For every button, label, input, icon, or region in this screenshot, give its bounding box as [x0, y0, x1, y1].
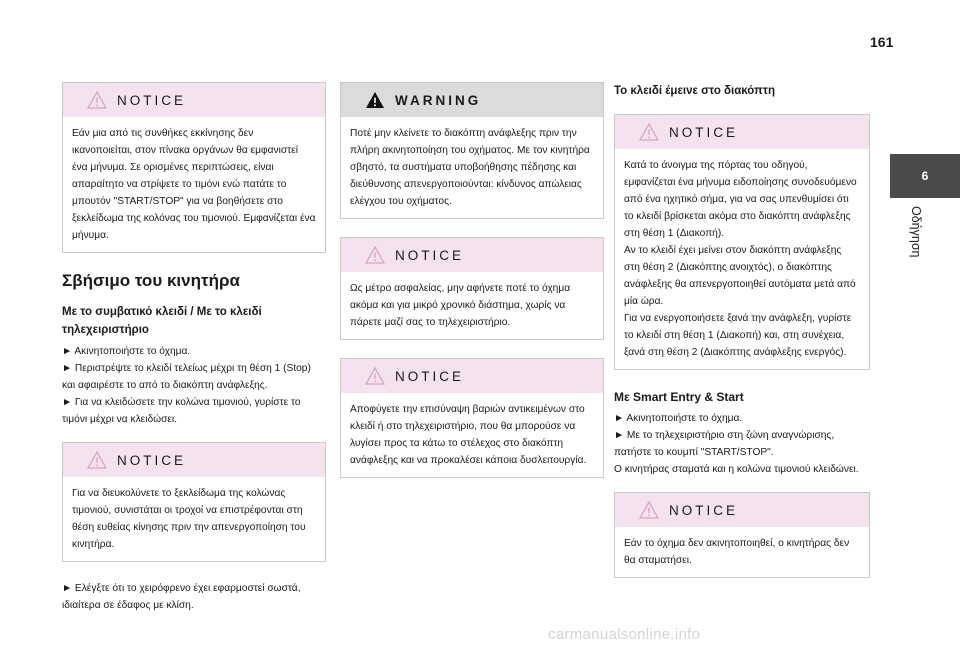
- warning-text: Ποτέ μην κλείνετε το διακόπτη ανάφλεξης πριν την πλήρη ακινητοποίηση του οχήματος. Με τον κινητήρα σβηστό, τα συστήματα υποβοήθησης πέδησης και διεύθυνσης απενεργοποιούνται: κίνδυνος απώλειας ελέγχου του οχήματος.: [350, 128, 590, 207]
- notice-paragraph: Κατά το άνοιγμα της πόρτας του οδηγού, εμφανίζεται ένα μήνυμα ειδοποίησης συνοδευόμενο από ένα ηχητικό σήμα, για να σας υπενθυμίσει ότι το κλειδί βρίσκεται ακόμα στο διακόπτη ανάφλεξης στη θέση 1 (Διακοπή).: [624, 160, 857, 239]
- notice-title: NOTICE: [395, 368, 465, 384]
- notice-triangle-icon: [639, 501, 659, 519]
- notice-triangle-icon: [87, 91, 107, 109]
- watermark: carmanualsonline.info: [548, 626, 701, 643]
- notice-box: [62, 442, 326, 562]
- notice-title: NOTICE: [117, 452, 187, 468]
- notice-text: [615, 149, 869, 369]
- notice-title: NOTICE: [395, 247, 465, 263]
- closing-step: ► Ελέγξτε ότι το χειρόφρενο έχει εφαρμοστεί σωστά, ιδιαίτερα σε έδαφος με κλίση.: [62, 583, 301, 611]
- steps-list: [614, 410, 870, 478]
- warning-triangle-icon: [365, 91, 385, 109]
- notice-text: Εάν μια από τις συνθήκες εκκίνησης δεν ικανοποιείται, στον πίνακα οργάνων θα εμφανιστεί ένα μήνυμα. Σε ορισμένες περιπτώσεις, είναι απαραίτητο να στρίψετε το τιμόνι ενώ πατάτε το μπουτόν "START/STOP" για να βοηθήσετε στο ξεκλείδωμα της κολόνας του τιμονιού. Εμφανίζεται ένα μήνυμα.: [72, 128, 316, 241]
- notice-triangle-icon: [87, 451, 107, 469]
- column-left: [62, 82, 326, 628]
- notice-box: [614, 114, 870, 370]
- notice-title: NOTICE: [669, 502, 739, 518]
- notice-text: Ως μέτρο ασφαλείας, μην αφήνετε ποτέ το όχημα ακόμα και για μικρό χρονικό διάστημα, χωρίς να πάρετε μαζί σας το τηλεχειριστήριο.: [350, 283, 571, 328]
- list-item: Ο κινητήρας σταματά και η κολώνα τιμονιού κλειδώνει.: [614, 464, 859, 475]
- notice-title: NOTICE: [117, 92, 187, 108]
- page-number: 161: [870, 34, 894, 50]
- section-heading: Σβήσιμο του κινητήρα: [62, 271, 240, 290]
- warning-header: [341, 83, 603, 117]
- list-item: ► Με το τηλεχειριστήριο στη ζώνη αναγνώρισης, πατήστε το κουμπί "START/STOP".: [614, 430, 835, 458]
- notice-header: [615, 493, 869, 527]
- list-item: ► Ακινητοποιήστε το όχημα.: [62, 346, 191, 357]
- subsection-heading: Με Smart Entry & Start: [614, 390, 744, 404]
- list-item: ► Για να κλειδώσετε την κολώνα τιμονιού, γυρίστε το τιμόνι μέχρι να κλειδώσει.: [62, 397, 301, 425]
- section-heading: Το κλειδί έμεινε στο διακόπτη: [614, 85, 775, 97]
- notice-header: [615, 115, 869, 149]
- notice-triangle-icon: [365, 367, 385, 385]
- notice-box: [62, 82, 326, 253]
- warning-box: [340, 82, 604, 219]
- notice-box: [340, 358, 604, 478]
- warning-title: WARNING: [395, 92, 482, 108]
- notice-text: Αποφύγετε την επισύναψη βαριών αντικειμένων στο κλειδί ή στο τηλεχειριστήριο, που θα μπορούσε να λυγίσει προς τα κάτω το στέλεχος στο διακόπτη ανάφλεξης και να προκαλέσει κάποια δυσλειτουργία.: [350, 404, 587, 466]
- steps-list: [62, 343, 326, 428]
- notice-triangle-icon: [365, 246, 385, 264]
- notice-text: Εάν το όχημα δεν ακινητοποιηθεί, ο κινητήρας δεν θα σταματήσει.: [624, 538, 850, 566]
- notice-header: [341, 238, 603, 272]
- chapter-label: Οδήγηση: [909, 206, 923, 258]
- notice-header: [63, 443, 325, 477]
- list-item: ► Περιστρέψτε το κλειδί τελείως μέχρι τη θέση 1 (Stop) και αφαιρέστε το από το διακόπτη ανάφλεξης.: [62, 363, 311, 391]
- notice-box: [340, 237, 604, 340]
- notice-box: [614, 492, 870, 578]
- column-middle: [340, 82, 604, 496]
- chapter-tab[interactable]: 6: [890, 154, 960, 198]
- notice-header: [341, 359, 603, 393]
- notice-text: Για να διευκολύνετε το ξεκλείδωμα της κολώνας τιμονιού, συνιστάται οι τροχοί να επιστρέφονται στη θέση ευθείας κίνησης πριν την απενεργοποίηση του κινητήρα.: [72, 488, 306, 550]
- subsection-heading: Με το συμβατικό κλειδί / Με το κλειδί τηλεχειριστήριο: [62, 306, 262, 336]
- notice-paragraph: Για να ενεργοποιήσετε ξανά την ανάφλεξη, γυρίστε το κλειδί στη θέση 1 (Διακοπή) και, στη συνέχεια, ξανά στη θέση 2 (Διακόπτης ανάφλεξης ενεργός).: [624, 313, 852, 358]
- notice-triangle-icon: [639, 123, 659, 141]
- notice-header: [63, 83, 325, 117]
- notice-paragraph: Αν το κλειδί έχει μείνει στον διακόπτη ανάφλεξης στη θέση 2 (Διακόπτης ανοιχτός), ο διακόπτης ανάφλεξης θα απενεργοποιηθεί αυτόματα μετά από μία ώρα.: [624, 245, 856, 307]
- notice-title: NOTICE: [669, 124, 739, 140]
- column-right: [614, 82, 870, 596]
- list-item: ► Ακινητοποιήστε το όχημα.: [614, 413, 743, 424]
